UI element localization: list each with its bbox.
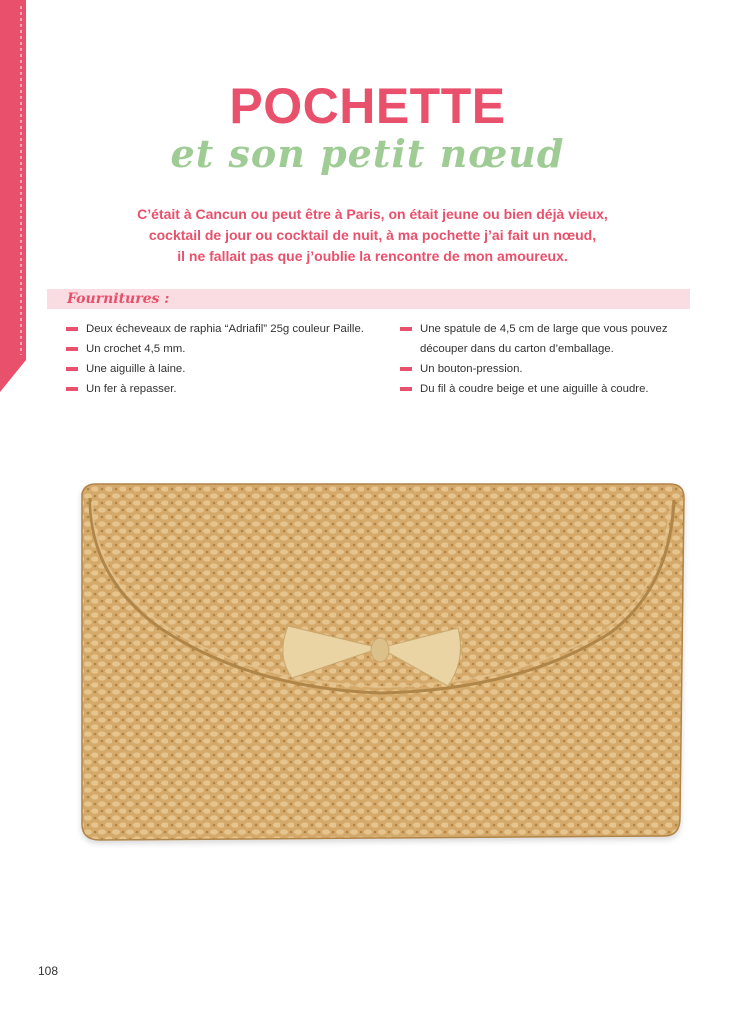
page-subtitle: et son petit nœud bbox=[170, 131, 565, 176]
supply-item bbox=[400, 359, 700, 379]
supply-item bbox=[400, 319, 700, 359]
supply-item bbox=[66, 379, 386, 399]
supply-item bbox=[66, 359, 386, 379]
supplies-title: Fournitures : bbox=[67, 291, 170, 307]
intro-line: il ne fallait pas que j’oublie la rencontre de mon amoureux. bbox=[177, 248, 568, 264]
clutch-photo bbox=[70, 478, 690, 848]
supply-item bbox=[66, 319, 386, 339]
bullet-dash-icon bbox=[66, 367, 78, 371]
supply-item-text: Une aiguille à laine. bbox=[86, 363, 186, 375]
supplies-list-left bbox=[66, 319, 386, 399]
bullet-dash-icon bbox=[400, 387, 412, 391]
bullet-dash-icon bbox=[66, 327, 78, 331]
intro-line: cocktail de jour ou cocktail de nuit, à ma pochette j’ai fait un nœud, bbox=[148, 227, 597, 243]
supply-item-text: Une spatule de 4,5 cm de large que vous pouvez découper dans du carton d’emballage. bbox=[420, 323, 668, 355]
bullet-dash-icon bbox=[400, 327, 412, 331]
intro-paragraph bbox=[95, 204, 650, 267]
intro-line: C’était à Cancun ou peut être à Paris, on était jeune ou bien déjà vieux, bbox=[137, 206, 608, 222]
supply-item-text: Un crochet 4,5 mm. bbox=[86, 343, 186, 355]
supply-item bbox=[66, 339, 386, 359]
bullet-dash-icon bbox=[66, 387, 78, 391]
supply-item-text: Deux écheveaux de raphia “Adriafil” 25g couleur Paille. bbox=[86, 323, 364, 335]
side-tab-decoration bbox=[0, 0, 26, 392]
supply-item bbox=[400, 379, 700, 399]
bullet-dash-icon bbox=[66, 347, 78, 351]
bullet-dash-icon bbox=[400, 367, 412, 371]
supply-item-text: Du fil à coudre beige et une aiguille à coudre. bbox=[420, 383, 649, 395]
page-number: 108 bbox=[38, 964, 59, 978]
supply-item-text: Un fer à repasser. bbox=[86, 383, 177, 395]
supplies-header-bar bbox=[47, 289, 690, 309]
page-title: POCHETTE bbox=[229, 78, 506, 134]
supplies-list-right bbox=[400, 319, 700, 399]
supply-item-text: Un bouton-pression. bbox=[420, 363, 523, 375]
